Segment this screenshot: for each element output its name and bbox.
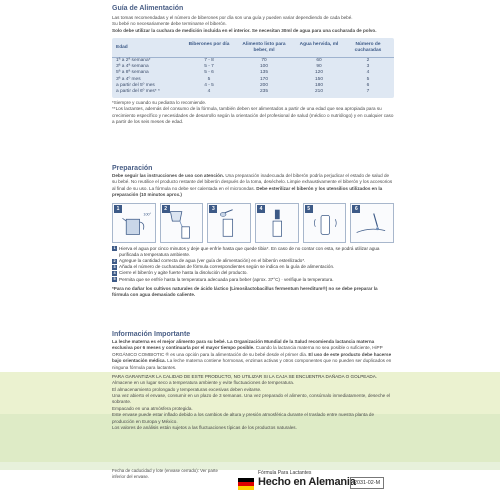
header-ready-ml: Alimento listo para beber, ml <box>242 42 286 54</box>
table-cell: a partir del 6º mes* * <box>116 88 160 94</box>
step-number: 4 <box>113 271 116 276</box>
header-scoops: Número de cucharadas <box>354 42 382 54</box>
header-age: Edad <box>116 45 128 51</box>
step-text: Añada el número de cucharadas de fórmula correspondientes según se indica en la guía de alimentación. <box>119 264 335 270</box>
storage-line: Este envase puede estar inflado debido a los cambios de altura y presión atmosférica durante el traslado entre nuestra planta de producción en Europa y México. <box>112 412 375 424</box>
step-text: Agregue la cantidad correcta de agua (ver guía de alimentación) en el biberón esterilizado*. <box>119 258 306 264</box>
table-cell: 210 <box>314 88 323 94</box>
table-cell: 7 - 8 <box>204 58 214 64</box>
table-cell: 200 <box>259 82 268 88</box>
important-info-section <box>112 330 394 431</box>
svg-text:100°: 100° <box>143 212 152 217</box>
medical-guidance-bold: El uso de este producto debe hacerse bajo orientación médica. <box>112 351 392 364</box>
expiry-lot-note: Fecha de caducidad y lote (envase cerrado): Ver parte inferior del envase. <box>112 468 218 479</box>
scoop-icon <box>208 204 250 242</box>
product-code: 2031-02-M <box>350 477 384 489</box>
preparation-intro <box>112 173 394 199</box>
kettle-icon <box>113 204 155 242</box>
note-pediatrician: *Siempre y cuando su pediatra lo recomiende. <box>112 99 207 105</box>
shake-bottle-icon <box>304 204 346 242</box>
made-in-germany: Hecho en Alemania <box>258 476 356 488</box>
feeding-table-header <box>112 40 394 58</box>
feeding-table <box>112 38 394 98</box>
table-cell: 5 <box>366 76 370 82</box>
table-cell: 70 <box>261 58 267 64</box>
feeding-guide-title: Guía de Alimentación <box>112 5 184 12</box>
storage-line: Los valores de análisis están sujetos a las fluctuaciones típicas de los productos naturales. <box>112 425 297 431</box>
table-cell: 120 <box>314 70 323 76</box>
preparation-pictograms <box>112 203 394 243</box>
table-cell: 5ª a 8ª semana <box>116 70 149 76</box>
feeding-guide-intro-3: Solo debe utilizar la cuchara de medición incluida en el interior. Se necesitan 30ml de agua para una cucharada de polvo. <box>112 27 377 33</box>
pictogram-number: 6 <box>352 205 360 213</box>
step-number: 5 <box>113 277 116 282</box>
table-cell: 5 - 7 <box>204 64 214 70</box>
table-cell: 180 <box>314 82 323 88</box>
table-cell: 5 <box>207 76 211 82</box>
table-row <box>112 89 394 95</box>
breastfeeding-bold: La leche materna es el mejor alimento para su bebé. La Organización Mundial de la Salud recomienda lactancia materna exclusiva por 6 meses y continuarla por el mayor tiempo posible. <box>112 339 375 351</box>
table-cell: 6 <box>366 82 370 88</box>
storage-line: Almacene en un lugar seco a temperatura ambiente y evite fluctuaciones de temperatura. <box>112 380 295 386</box>
damaged-box-warning: PARA GARANTIZAR LA CALIDAD DE ESTE PRODUCTO, NO UTILIZAR SI LA CAJA SE ENCUENTRA DAÑADA O GOLPEADA. <box>112 374 378 380</box>
preparation-steps <box>112 246 394 283</box>
step-text: Hierva el agua por cinco minutos y deje que enfríe hasta que quede tibia*. En caso de no contar con esta, se podrá utilizar agua purificada a temperatura ambiente. <box>119 245 380 257</box>
preparation-section <box>112 164 394 299</box>
check-temperature-pictogram <box>350 203 394 243</box>
important-info-title: Información Importante <box>112 331 191 338</box>
breastfeeding-rest2: La leche materna contiene hormonas, enzimas activas y otros componentes que no pueden ser duplicados en ninguna fórmula para lactantes. <box>112 358 392 370</box>
table-cell: 135 <box>259 70 268 76</box>
step-text: Cierre el biberón y agite fuerte hasta la disolución del producto. <box>119 270 248 276</box>
check-temperature-icon <box>351 204 393 242</box>
table-cell: 150 <box>314 76 323 82</box>
note-complementary-feeding: **Los lactantes, además del consumo de la fórmula, también deben ser alimentados a partir de una edad que sea apropiada para su crecimiento específico y necesidades de desarrollo según la orientación del profesional de salud (médico o nutriólogo) y en cualquier caso a partir de los seis meses de edad. <box>112 106 394 124</box>
breastfeeding-rest: Cuando la lactancia materna no sea posible o suficiente, HiPP ORGÁNICO COMBIOTIC ® es una opción para la alimentación de su bebé desde el primer día. <box>112 345 383 357</box>
header-bottles: Biberones por día <box>188 42 230 48</box>
table-cell: 2 <box>366 58 370 64</box>
preparation-intro-bold: Debe seguir las instrucciones de uso con atención. <box>112 173 225 178</box>
step-number: 2 <box>113 258 116 263</box>
table-cell: 60 <box>316 58 322 64</box>
add-powder-pictogram <box>255 203 299 243</box>
scoop-pictogram <box>207 203 251 243</box>
table-cell: 3ª a 4º mes <box>116 76 141 82</box>
table-cell: 1ª a 2ª semana* <box>116 58 151 64</box>
storage-line: El almacenamiento prolongado y temperaturas excesivas deben evitarse. <box>112 386 262 392</box>
add-powder-icon <box>256 204 298 242</box>
pictogram-number: 4 <box>257 205 265 213</box>
step-text: Permita que se enfríe hasta la temperatura adecuada para beber (aprox. 37°C) · verifique la temperatura. <box>119 276 334 282</box>
preparation-step <box>112 277 394 283</box>
breastfeeding-paragraph <box>112 339 394 371</box>
label-footer <box>112 468 394 496</box>
table-cell: 4 - 5 <box>204 82 214 88</box>
header-water-ml: Agua hervida, ml <box>299 42 339 48</box>
table-cell: 4 <box>207 88 211 94</box>
preparation-title: Preparación <box>112 165 153 172</box>
infant-formula-label: Fórmula Para Lactantes <box>258 470 312 476</box>
storage-line: Una vez abierto el envase, consumir en un plazo de 3 semanas. Una vez preparado el alimento, consúmalo inmediatamente, deseche el sobrante. <box>112 393 391 405</box>
step-number: 1 <box>113 246 116 251</box>
preparation-step <box>112 246 394 258</box>
pictogram-number: 1 <box>114 205 122 213</box>
storage-line: Empacado en una atmósfera protegida. <box>112 405 193 411</box>
feeding-table-body <box>112 58 394 95</box>
lactic-cultures-note: *Para no dañar los cultivos naturales de ácido láctico (Limosilactobacillus fermentum hereditum®) no se debe preparar la fórmula con agua demasiado caliente. <box>112 285 378 298</box>
kettle-pictogram <box>112 203 156 243</box>
table-cell: 170 <box>259 76 268 82</box>
preparation-intro-bold2: Debe esterilizar el biberón y los utensilios utilizados en la preparación (10 minutos aprox.) <box>112 185 383 198</box>
table-cell: 7 <box>366 88 370 94</box>
feeding-guide-intro-2: Su bebé no necesariamente debe terminarse el biberón. <box>112 21 227 27</box>
feeding-guide-section <box>112 4 394 125</box>
shake-pictogram <box>303 203 347 243</box>
preparation-intro-rest: Una preparación inadecuada del biberón podría perjudicar el estado de salud de su bebé. No reutilice el producto restante del biberón después de la toma, deséchelo. Limpie exhaustivamente el biberón y los accesorios al final de su uso. La fórmula no debe ser calentada en el microondas. <box>112 173 393 191</box>
pictogram-number: 3 <box>209 205 217 213</box>
table-cell: 100 <box>259 64 268 70</box>
table-cell: 90 <box>316 64 322 70</box>
table-cell: 5 - 6 <box>204 70 214 76</box>
table-cell: 235 <box>259 88 268 94</box>
pictogram-number: 2 <box>162 205 170 213</box>
pictogram-number: 5 <box>305 205 313 213</box>
table-cell: 4 <box>366 70 370 76</box>
pour-water-pictogram <box>160 203 204 243</box>
pour-water-icon <box>161 204 203 242</box>
table-cell: a partir del 5º mes <box>116 82 155 88</box>
feeding-guide-intro-1: Las tomas recomendadas y el número de biberones por día son una guía y pueden variar dependiendo de cada bebé. <box>112 15 353 20</box>
step-number: 3 <box>113 264 116 269</box>
table-cell: 3ª a 4ª semana <box>116 64 149 70</box>
german-flag-icon <box>238 478 254 490</box>
table-cell: 3 <box>366 64 370 70</box>
